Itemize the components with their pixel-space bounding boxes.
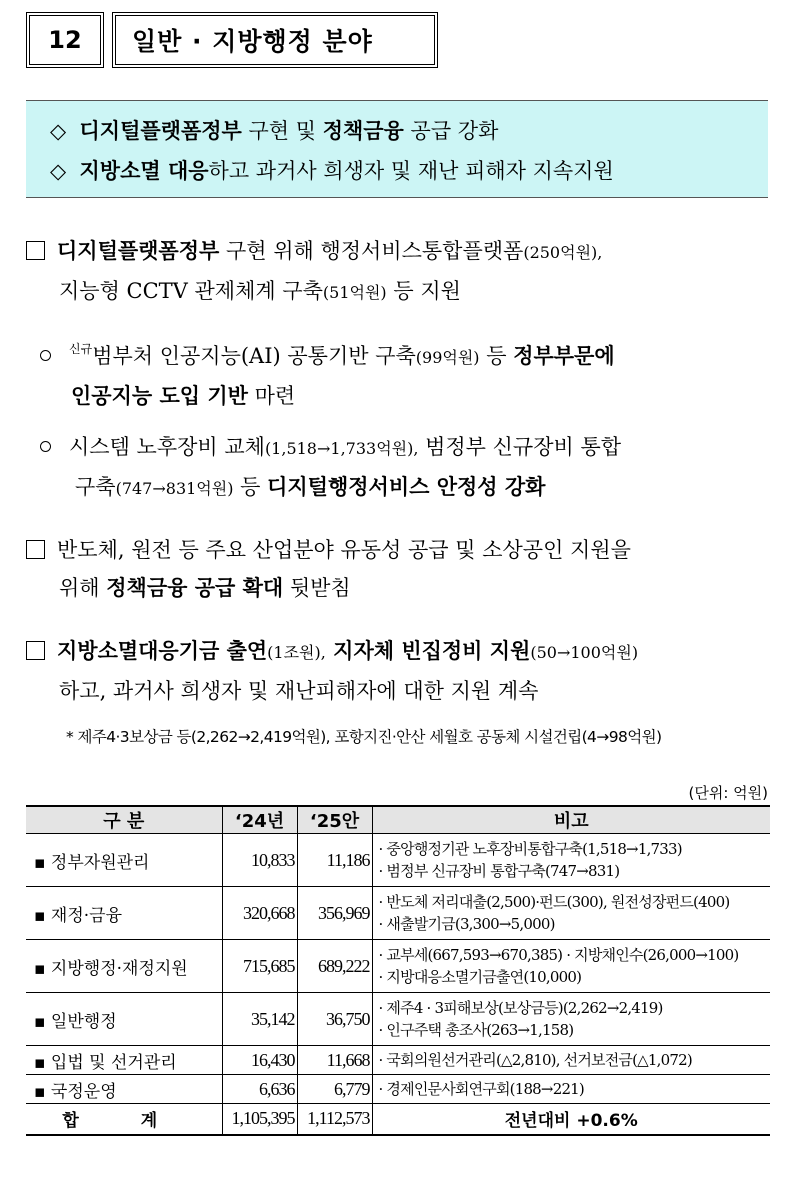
summary-box <box>26 100 768 198</box>
section-text: 등 <box>233 475 268 499</box>
summary-line-2 <box>50 151 768 191</box>
table-row <box>26 1075 770 1104</box>
row-remarks <box>372 834 770 887</box>
circle-bullet-icon <box>40 350 51 361</box>
total-label: 합 계 <box>26 1104 222 1135</box>
row-category: ▪ 입법 및 선거관리 <box>26 1046 222 1075</box>
subsection-ai <box>40 330 615 415</box>
section-bold: 정책금융 공급 확대 <box>106 576 284 600</box>
diamond-bullet-icon: ◇ <box>50 119 67 143</box>
row-2024: 35,142 <box>222 993 297 1046</box>
section-bold: 디지털플랫폼정부 <box>57 239 220 263</box>
section-text: 뒷받침 <box>283 576 351 600</box>
header-2024: ‘24년 <box>222 806 297 834</box>
amount: (1조원), <box>267 643 326 662</box>
section-text: 지능형 CCTV 관제체계 구축 <box>59 279 323 303</box>
section-regional <box>26 632 638 710</box>
section-text: 반도체, 원전 등 주요 산업분야 유동성 공급 및 소상공인 지원을 <box>57 538 631 562</box>
circle-bullet-icon <box>40 441 51 452</box>
new-badge: 신규 <box>69 342 93 356</box>
total-2024: 1,105,395 <box>222 1104 297 1135</box>
table-header-row <box>26 806 770 834</box>
section-bold: 디지털행정서비스 안정성 강화 <box>267 475 546 499</box>
header-2025: ‘25안 <box>297 806 372 834</box>
row-category: ▪ 일반행정 <box>26 993 222 1046</box>
row-2025: 11,186 <box>297 834 372 887</box>
summary-text: 구현 및 <box>241 119 323 143</box>
section-digital-platform <box>26 232 602 312</box>
row-2025: 6,779 <box>297 1075 372 1104</box>
amount: (747→831억원) <box>115 479 234 498</box>
section-title: 일반 · 지방행정 분야 <box>112 12 438 68</box>
section-policy-finance <box>26 531 631 607</box>
section-bold: 인공지능 도입 기반 <box>71 384 248 408</box>
section-bold: 지자체 빈집정비 지원 <box>325 639 531 663</box>
amount: (250억원), <box>523 243 603 262</box>
subsection-system <box>40 428 621 508</box>
footnote: * 제주4·3보상금 등(2,262→2,419억원), 포항지진·안산 세월호 공동체 시설건립(4→98억원) <box>66 728 662 746</box>
unit-label: (단위: 억원) <box>688 784 768 802</box>
row-remarks <box>372 1075 770 1104</box>
remark-line: · 교부세(667,593→670,385) · 지방채인수(26,000→100) <box>378 946 739 964</box>
remark-line: · 인구주택 총조사(263→1,158) <box>378 1021 574 1039</box>
amount: (50→100억원) <box>530 643 639 662</box>
row-2024: 6,636 <box>222 1075 297 1104</box>
section-text: 범정부 신규장비 통합 <box>418 435 622 459</box>
table-total-row <box>26 1104 770 1135</box>
remark-line: · 제주4 · 3피해보상(보상금등)(2,262→2,419) <box>378 999 663 1017</box>
summary-bold: 지방소멸 대응 <box>79 159 209 183</box>
row-category: ▪ 지방행정·재정지원 <box>26 940 222 993</box>
total-remark: 전년대비 +0.6% <box>372 1104 770 1135</box>
table-row <box>26 1046 770 1075</box>
section-text: 등 지원 <box>386 279 461 303</box>
remark-line: · 범정부 신규장비 통합구축(747→831) <box>378 862 620 880</box>
summary-text: 공급 강화 <box>403 119 499 143</box>
summary-bold: 정책금융 <box>322 119 404 143</box>
row-2025: 11,668 <box>297 1046 372 1075</box>
summary-bold: 디지털플랫폼정부 <box>79 119 242 143</box>
row-category: ▪ 국정운영 <box>26 1075 222 1104</box>
row-2024: 10,833 <box>222 834 297 887</box>
header-category: 구 분 <box>26 806 222 834</box>
checkbox-square-icon <box>26 540 45 559</box>
row-2025: 36,750 <box>297 993 372 1046</box>
section-text: 하고, 과거사 희생자 및 재난피해자에 대한 지원 계속 <box>59 679 539 703</box>
section-text: 등 <box>479 344 514 368</box>
remark-line: · 반도체 저리대출(2,500)·펀드(300), 원전성장펀드(400) <box>378 893 730 911</box>
remark-line: · 중앙행정기관 노후장비통합구축(1,518→1,733) <box>378 840 682 858</box>
budget-table <box>26 805 770 1136</box>
row-2024: 16,430 <box>222 1046 297 1075</box>
section-text: 범부처 인공지능(AI) 공통기반 구축 <box>92 344 416 368</box>
table-row <box>26 940 770 993</box>
row-remarks <box>372 993 770 1046</box>
amount: (1,518→1,733억원), <box>264 439 419 458</box>
section-number: 12 <box>26 12 104 68</box>
table-row <box>26 834 770 887</box>
remark-line: · 국회의원선거관리(△2,810), 선거보전금(△1,072) <box>378 1051 692 1069</box>
section-text: 위해 <box>59 576 107 600</box>
row-remarks <box>372 940 770 993</box>
checkbox-square-icon <box>26 641 45 660</box>
remark-line: · 지방대응소멸기금출연(10,000) <box>378 968 582 986</box>
amount: (99억원) <box>415 348 480 367</box>
row-2024: 715,685 <box>222 940 297 993</box>
row-2025: 356,969 <box>297 887 372 940</box>
section-bold: 정부부문에 <box>513 344 615 368</box>
row-category: ▪ 정부자원관리 <box>26 834 222 887</box>
section-text: 시스템 노후장비 교체 <box>69 435 265 459</box>
remark-line: · 새출발기금(3,300→5,000) <box>378 915 555 933</box>
table-row <box>26 993 770 1046</box>
diamond-bullet-icon: ◇ <box>50 159 67 183</box>
row-remarks <box>372 887 770 940</box>
table-row <box>26 887 770 940</box>
row-category: ▪ 재정·금융 <box>26 887 222 940</box>
remark-line: · 경제인문사회연구회(188→221) <box>378 1080 584 1098</box>
section-text: 마련 <box>247 384 296 408</box>
section-bold: 지방소멸대응기금 출연 <box>57 639 268 663</box>
row-2025: 689,222 <box>297 940 372 993</box>
row-remarks <box>372 1046 770 1075</box>
section-text: 구현 위해 행정서비스통합플랫폼 <box>219 239 524 263</box>
summary-line-1 <box>50 111 768 151</box>
amount: (51억원) <box>322 283 387 302</box>
summary-text: 하고 과거사 희생자 및 재난 피해자 지속지원 <box>208 159 614 183</box>
checkbox-square-icon <box>26 241 45 260</box>
header-remarks: 비고 <box>372 806 770 834</box>
row-2024: 320,668 <box>222 887 297 940</box>
total-2025: 1,112,573 <box>297 1104 372 1135</box>
section-text: 구축 <box>75 475 116 499</box>
